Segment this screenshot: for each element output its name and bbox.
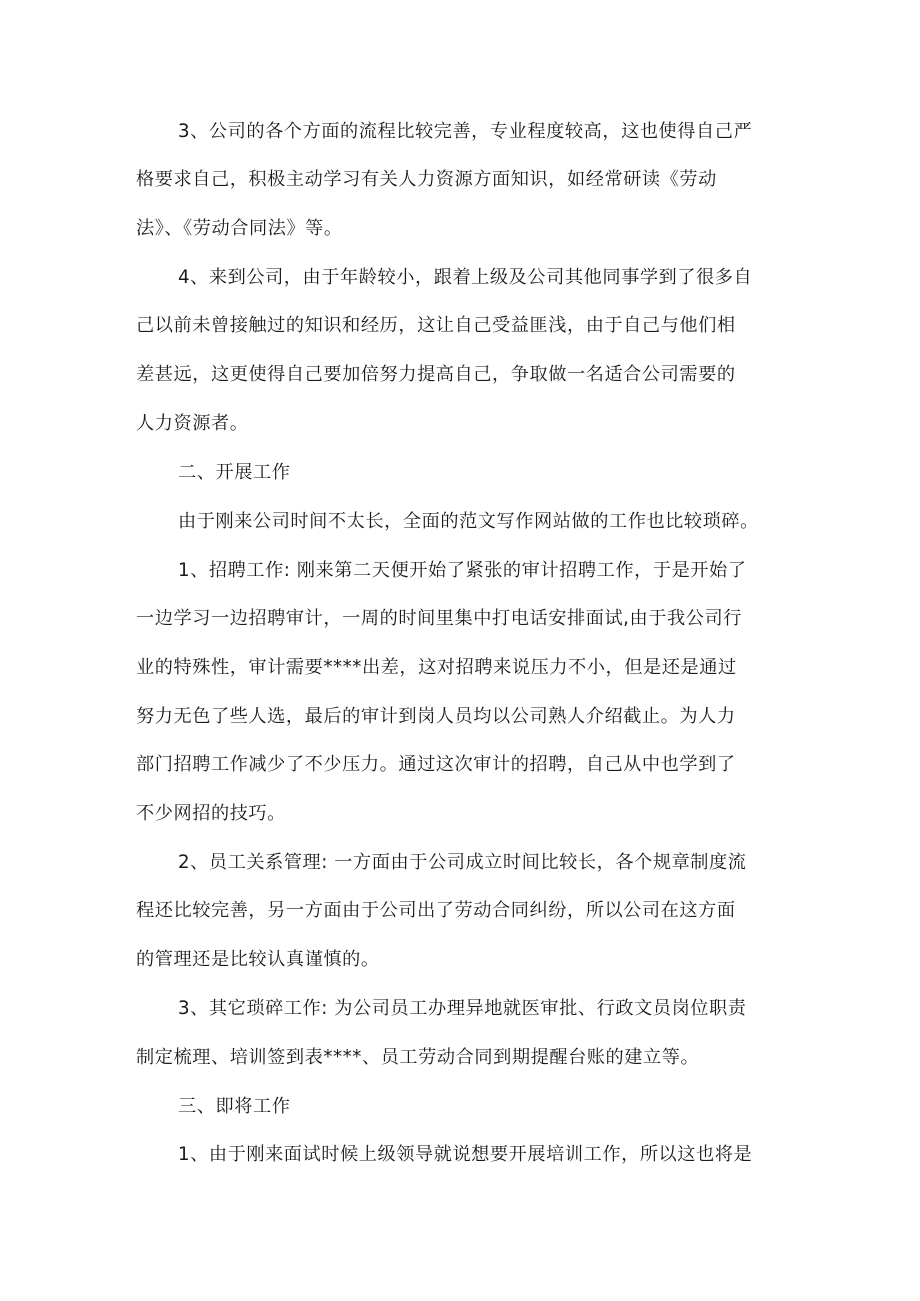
paragraph-line: 业的特殊性，审计需要****出差，这对招聘来说压力不小，但是还是通过 [136, 657, 737, 678]
paragraph-line: 制定梳理、培训签到表****、员工劳动合同到期提醒台账的建立等。 [136, 1047, 700, 1068]
paragraph-line: 不少网招的技巧。 [136, 803, 286, 824]
paragraph-line: 一边学习一边招聘审计，一周的时间里集中打电话安排面试,由于我公司行 [136, 608, 742, 629]
paragraph-line: 己以前未曾接触过的知识和经历，这让自己受益匪浅，由于自己与他们相 [136, 315, 736, 336]
paragraph-training: 1、由于刚来面试时候上级领导就说想要开展培训工作，所以这也将是 [178, 1144, 753, 1165]
paragraph-line: 差甚远，这更使得自己要加倍努力提高自己，争取做一名适合公司需要的 [136, 364, 736, 385]
paragraph-intro: 由于刚来公司时间不太长，全面的范文写作网站做的工作也比较琐碎。 [178, 511, 759, 532]
paragraph-line: 3、其它琐碎工作: 为公司员工办理异地就医审批、行政文员岗位职责 [178, 998, 747, 1019]
paragraph-line: 1、招聘工作: 刚来第二天便开始了紧张的审计招聘工作，于是开始了 [178, 560, 747, 581]
paragraph-line: 3、公司的各个方面的流程比较完善，专业程度较高，这也使得自己严 [178, 121, 753, 142]
paragraph-line: 努力无色了些人选，最后的审计到岗人员均以公司熟人介绍截止。为人力 [136, 706, 736, 727]
paragraph-line: 的管理还是比较认真谨慎的。 [136, 949, 380, 970]
paragraph-line: 格要求自己，积极主动学习有关人力资源方面知识，如经常研读《劳动 [136, 169, 717, 190]
paragraph-line: 2、员工关系管理: 一方面由于公司成立时间比较长，各个规章制度流 [178, 852, 747, 873]
paragraph-line: 程还比较完善，另一方面由于公司出了劳动合同纠纷，所以公司在这方面 [136, 900, 736, 921]
section-heading-work: 二、开展工作 [178, 462, 291, 483]
section-heading-upcoming: 三、即将工作 [178, 1096, 291, 1117]
paragraph-line: 人力资源者。 [136, 413, 249, 434]
paragraph-line: 法》、《劳动合同法》等。 [136, 218, 343, 239]
paragraph-line: 4、来到公司，由于年龄较小，跟着上级及公司其他同事学到了很多自 [178, 267, 753, 288]
paragraph-line: 部门招聘工作减少了不少压力。通过这次审计的招聘，自己从中也学到了 [136, 754, 736, 775]
